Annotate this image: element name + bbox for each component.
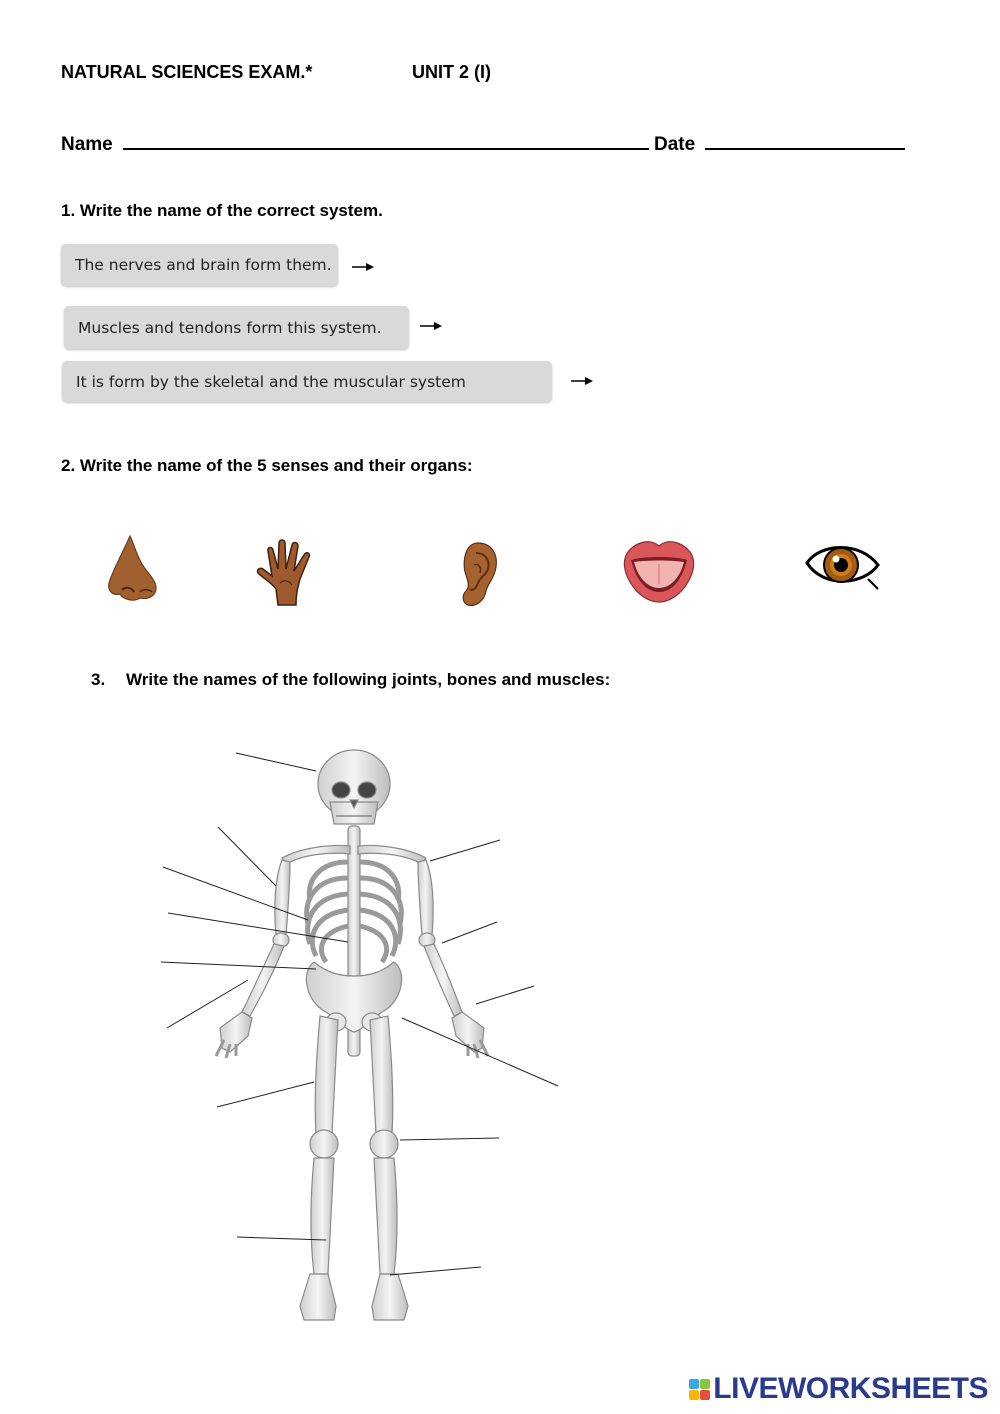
logo-text: LIVEWORKSHEETS bbox=[713, 1372, 988, 1405]
skull bbox=[318, 750, 390, 824]
left-tibia bbox=[311, 1158, 334, 1274]
exam-title: NATURAL SCIENCES EXAM.* bbox=[61, 62, 313, 82]
arrow-right-icon bbox=[571, 376, 593, 386]
right-humerus bbox=[418, 860, 433, 936]
statement-box-1: The nerves and brain form them. bbox=[61, 244, 338, 286]
statement-box-2: Muscles and tendons form this system. bbox=[64, 306, 409, 349]
left-forearm bbox=[242, 944, 284, 1016]
right-tibia bbox=[374, 1158, 397, 1274]
hand-icon bbox=[254, 539, 322, 607]
right-femur bbox=[370, 1016, 393, 1134]
nose-icon bbox=[104, 534, 160, 604]
question-2-title: 2. Write the name of the 5 senses and their organs: bbox=[61, 456, 473, 475]
skeleton-diagram bbox=[150, 740, 570, 1340]
right-foot bbox=[372, 1274, 408, 1320]
right-knee bbox=[370, 1130, 398, 1158]
ear-icon bbox=[458, 541, 500, 609]
name-label: Name bbox=[61, 134, 113, 155]
name-field[interactable] bbox=[123, 130, 649, 150]
liveworksheets-logo[interactable] bbox=[689, 1372, 988, 1406]
question-3-title: Write the names of the following joints, bones and muscles: bbox=[126, 670, 611, 689]
arrow-right-icon bbox=[352, 262, 374, 272]
question-3-number: 3. bbox=[91, 670, 106, 689]
logo-mark-icon bbox=[689, 1379, 710, 1400]
date-label: Date bbox=[654, 134, 696, 155]
question-1-title: 1. Write the name of the correct system. bbox=[61, 201, 383, 220]
date-row bbox=[654, 130, 905, 156]
left-humerus bbox=[275, 860, 290, 936]
left-knee bbox=[310, 1130, 338, 1158]
unit-label: UNIT 2 (I) bbox=[412, 62, 491, 82]
name-row bbox=[61, 130, 649, 156]
date-field[interactable] bbox=[705, 130, 905, 150]
left-foot bbox=[300, 1274, 336, 1320]
arrow-right-icon bbox=[420, 321, 442, 331]
statement-box-3: It is form by the skeletal and the muscular system bbox=[62, 361, 552, 402]
left-femur bbox=[315, 1016, 338, 1134]
right-forearm bbox=[424, 944, 462, 1016]
mouth-icon bbox=[622, 538, 696, 604]
eye-icon bbox=[804, 539, 882, 593]
